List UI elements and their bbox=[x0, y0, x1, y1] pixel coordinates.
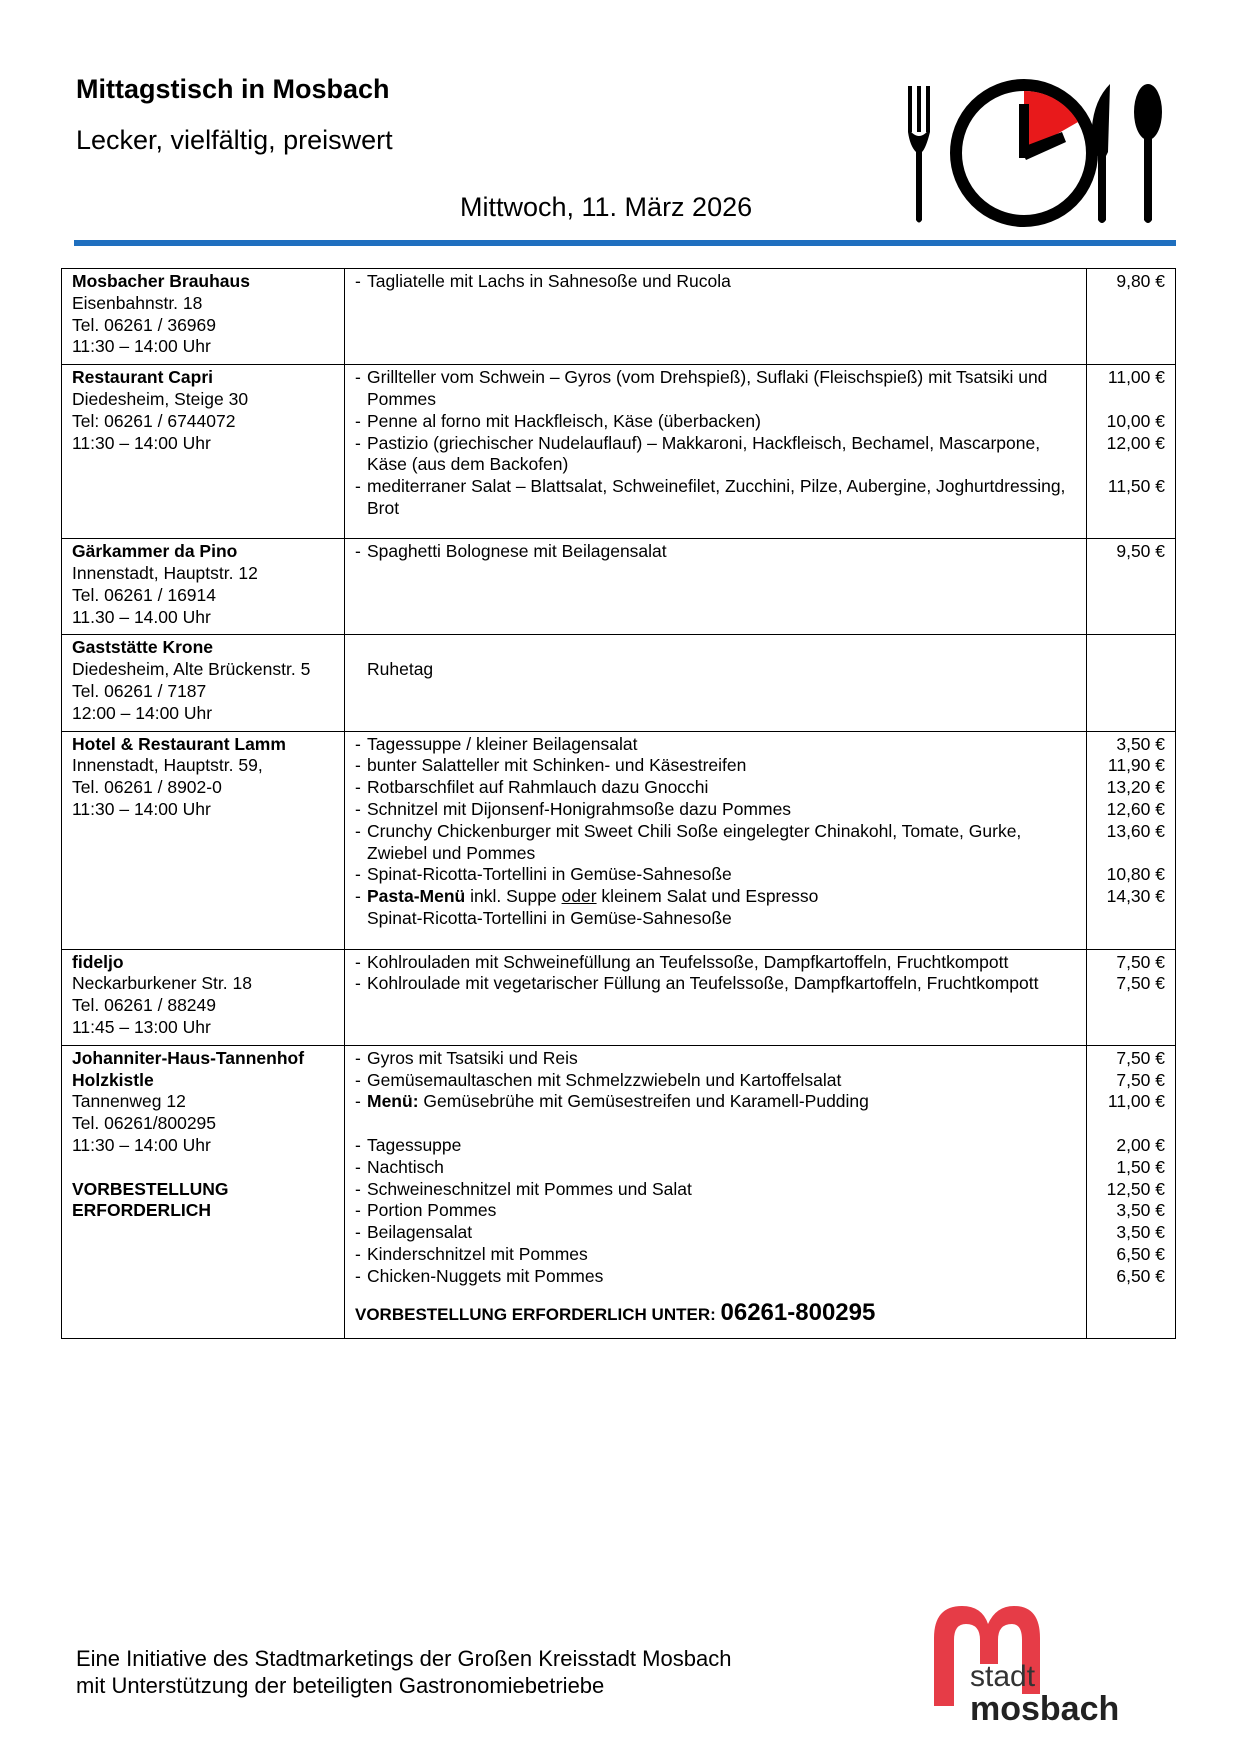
restaurant-hours: 11:30 – 14:00 Uhr bbox=[72, 336, 211, 357]
restaurant-row bbox=[62, 635, 1176, 731]
restaurant-address: Neckarburkener Str. 18 bbox=[72, 973, 252, 994]
dish-price: 11,00 € bbox=[1107, 1091, 1165, 1112]
dish-price: 7,50 € bbox=[1116, 1069, 1165, 1090]
dish-item: - Schweineschnitzel mit Pommes und Salat bbox=[355, 1179, 1076, 1201]
page-title: Mittagstisch in Mosbach bbox=[76, 74, 390, 104]
preorder-line bbox=[355, 1298, 1076, 1326]
dish-item: - Kohlrouladen mit Schweinefüllung an Teufelssoße, Dampfkartoffeln, Fruchtkompott bbox=[355, 952, 1076, 974]
restaurant-hours: 11:45 – 13:00 Uhr bbox=[72, 1016, 211, 1037]
clock-icon bbox=[956, 85, 1092, 221]
spoon-icon bbox=[1134, 84, 1162, 223]
dish-price: 11,50 € bbox=[1107, 476, 1165, 497]
dish-item: - Crunchy Chickenburger mit Sweet Chili Soße eingelegter Chinakohl, Tomate, Gurke, Zwiebel und Pommes bbox=[355, 821, 1076, 865]
dish-item: - Schnitzel mit Dijonsenf-Honigrahmsoße dazu Pommes bbox=[355, 799, 1076, 821]
restaurant-row bbox=[62, 539, 1176, 635]
restaurant-address: Tannenweg 12 bbox=[72, 1091, 186, 1112]
restaurant-hours: 11.30 – 14.00 Uhr bbox=[72, 606, 211, 627]
restaurant-info-cell bbox=[62, 365, 345, 539]
page-subtitle: Lecker, vielfältig, preiswert bbox=[76, 125, 393, 155]
restaurant-name: fideljo bbox=[72, 951, 124, 972]
restaurant-name: Gärkammer da Pino bbox=[72, 541, 238, 562]
pasta-menu-item: - Pasta-Menü inkl. Suppe oder kleinem Salat und Espresso bbox=[355, 886, 1076, 908]
restaurant-hours: 11:30 – 14:00 Uhr bbox=[72, 798, 211, 819]
restaurant-name: Gaststätte Krone bbox=[72, 637, 214, 658]
restaurant-hours: 12:00 – 14:00 Uhr bbox=[72, 702, 213, 723]
dish-price: 7,50 € bbox=[1116, 973, 1165, 994]
preorder-notice-line2: ERFORDERLICH bbox=[72, 1200, 212, 1221]
dishes-cell bbox=[345, 539, 1087, 635]
restaurant-row bbox=[62, 365, 1176, 539]
dish-price: 11,00 € bbox=[1107, 367, 1165, 388]
restaurant-hours: 11:30 – 14:00 Uhr bbox=[72, 432, 211, 453]
prices-cell bbox=[1087, 269, 1176, 365]
prices-cell bbox=[1087, 635, 1176, 731]
dish-item: - Spaghetti Bolognese mit Beilagensalat bbox=[355, 541, 1076, 563]
dish-price: 11,90 € bbox=[1107, 755, 1165, 776]
dish-item: - mediterraner Salat – Blattsalat, Schweinefilet, Zucchini, Pilze, Aubergine, Joghurtdressing, Brot bbox=[355, 476, 1076, 520]
dish-item: - Beilagensalat bbox=[355, 1222, 1076, 1244]
dish-item: - Rotbarschfilet auf Rahmlauch dazu Gnocchi bbox=[355, 777, 1076, 799]
pasta-menu-label: Pasta-Menü bbox=[367, 886, 466, 907]
dishes-cell bbox=[345, 731, 1087, 949]
restaurant-info-cell bbox=[62, 269, 345, 365]
dish-item: - Penne al forno mit Hackfleisch, Käse (überbacken) bbox=[355, 411, 1076, 433]
pasta-menu-detail: Spinat-Ricotta-Tortellini in Gemüse-Sahnesoße bbox=[367, 907, 732, 928]
dish-price: 14,30 € bbox=[1106, 886, 1165, 907]
restaurant-row bbox=[62, 949, 1176, 1045]
restaurant-address: Eisenbahnstr. 18 bbox=[72, 292, 203, 313]
dish-item: - Tagessuppe / kleiner Beilagensalat bbox=[355, 734, 1076, 756]
preorder-phone: 06261-800295 bbox=[720, 1298, 876, 1326]
restaurant-name: Johanniter-Haus-Tannenhof bbox=[72, 1047, 305, 1068]
restaurant-name: Hotel & Restaurant Lamm bbox=[72, 733, 286, 754]
restaurant-info-cell bbox=[62, 635, 345, 731]
lunch-menu-table bbox=[61, 268, 1176, 1339]
restaurant-info-cell bbox=[62, 1045, 345, 1338]
restaurant-row bbox=[62, 731, 1176, 949]
dish-price: 9,80 € bbox=[1116, 271, 1165, 291]
restaurant-name-line2: Holzkistle bbox=[72, 1069, 154, 1090]
dish-price: 3,50 € bbox=[1116, 1200, 1165, 1221]
dish-item: - Nachtisch bbox=[355, 1157, 1076, 1179]
prices-cell bbox=[1087, 949, 1176, 1045]
restaurant-name: Mosbacher Brauhaus bbox=[72, 271, 250, 291]
dish-item: - Pastizio (griechischer Nudelauflauf) – Makkaroni, Hackfleisch, Bechamel, Mascarpone, Käse (aus dem Backofen) bbox=[355, 433, 1076, 477]
dishes-cell bbox=[345, 635, 1087, 731]
restaurant-name: Restaurant Capri bbox=[72, 367, 214, 388]
dish-price: 12,50 € bbox=[1106, 1178, 1165, 1199]
footer-line: Eine Initiative des Stadtmarketings der Großen Kreisstadt Mosbach bbox=[76, 1646, 732, 1671]
prices-cell bbox=[1087, 365, 1176, 539]
restaurant-phone: Tel. 06261 / 7187 bbox=[72, 680, 207, 701]
dish-price: 13,20 € bbox=[1106, 777, 1165, 798]
dish-price: 6,50 € bbox=[1116, 1265, 1165, 1286]
menu-date: Mittwoch, 11. März 2026 bbox=[460, 192, 753, 222]
dish-price: 12,60 € bbox=[1106, 798, 1165, 819]
prices-cell bbox=[1087, 731, 1176, 949]
dish-item: - bunter Salatteller mit Schinken- und Käsestreifen bbox=[355, 755, 1076, 777]
restaurant-info-cell bbox=[62, 539, 345, 635]
menu-item: - Menü: Gemüsebrühe mit Gemüsestreifen und Karamell-Pudding bbox=[355, 1091, 1076, 1113]
prices-cell bbox=[1087, 1045, 1176, 1338]
stadt-mosbach-logo bbox=[920, 1598, 1140, 1738]
dish-price: 10,80 € bbox=[1106, 864, 1165, 885]
dish-item: - Gemüsemaultaschen mit Schmelzzwiebeln und Kartoffelsalat bbox=[355, 1070, 1076, 1092]
dish-item: - Portion Pommes bbox=[355, 1200, 1076, 1222]
dish-price: 1,50 € bbox=[1116, 1156, 1165, 1177]
dishes-cell bbox=[345, 1045, 1087, 1338]
dish-item: - Grillteller vom Schwein – Gyros (vom Drehspieß), Suflaki (Fleischspieß) mit Tsatsiki und Pommes bbox=[355, 367, 1076, 411]
restaurant-phone: Tel. 06261 / 16914 bbox=[72, 584, 217, 605]
preorder-notice: VORBESTELLUNG bbox=[72, 1178, 229, 1199]
restaurant-phone: Tel. 06261 / 36969 bbox=[72, 314, 217, 335]
lunch-clock-logo bbox=[902, 70, 1182, 240]
dish-price: 13,60 € bbox=[1106, 820, 1165, 841]
dish-item: - Kinderschnitzel mit Pommes bbox=[355, 1244, 1076, 1266]
dish-item: - Tagliatelle mit Lachs in Sahnesoße und Rucola bbox=[355, 271, 1076, 293]
restaurant-address: Diedesheim, Steige 30 bbox=[72, 388, 249, 409]
fork-icon bbox=[908, 86, 930, 223]
dish-price: 7,50 € bbox=[1116, 1047, 1165, 1068]
dish-price: 12,00 € bbox=[1106, 432, 1165, 453]
dish-price: 7,50 € bbox=[1116, 951, 1165, 972]
dish-price: 3,50 € bbox=[1116, 1222, 1165, 1243]
dish-item: - Chicken-Nuggets mit Pommes bbox=[355, 1266, 1076, 1288]
footer-text bbox=[76, 1645, 731, 1699]
dish-price: 2,00 € bbox=[1116, 1134, 1165, 1155]
dishes-cell bbox=[345, 269, 1087, 365]
restaurant-info-cell bbox=[62, 731, 345, 949]
dish-item: - Gyros mit Tsatsiki und Reis bbox=[355, 1048, 1076, 1070]
restaurant-hours: 11:30 – 14:00 Uhr bbox=[72, 1134, 211, 1155]
dish-price: 10,00 € bbox=[1106, 410, 1165, 431]
restaurant-info-cell bbox=[62, 949, 345, 1045]
header-divider bbox=[74, 240, 1176, 246]
logo-word-stadt: stadt bbox=[970, 1660, 1036, 1693]
restaurant-phone: Tel. 06261 / 88249 bbox=[72, 995, 217, 1016]
restaurant-phone: Tel. 06261 / 8902-0 bbox=[72, 777, 222, 798]
restaurant-address: Diedesheim, Alte Brückenstr. 5 bbox=[72, 659, 311, 680]
dish-price: 9,50 € bbox=[1116, 541, 1165, 562]
restaurant-row bbox=[62, 269, 1176, 365]
dish-price: 3,50 € bbox=[1116, 733, 1165, 754]
restaurant-phone: Tel. 06261/800295 bbox=[72, 1113, 217, 1134]
prices-cell bbox=[1087, 539, 1176, 635]
menu-label: Menü: bbox=[367, 1091, 419, 1112]
restaurant-row bbox=[62, 1045, 1176, 1338]
logo-word-mosbach: mosbach bbox=[970, 1690, 1120, 1728]
footer-line: mit Unterstützung der beteiligten Gastronomiebetriebe bbox=[76, 1673, 605, 1698]
dish-price: 6,50 € bbox=[1116, 1243, 1165, 1264]
dish-item: - Tagessuppe bbox=[355, 1135, 1076, 1157]
preorder-label: VORBESTELLUNG ERFORDERLICH UNTER: bbox=[355, 1304, 716, 1324]
dishes-cell bbox=[345, 949, 1087, 1045]
dish-item: - Spinat-Ricotta-Tortellini in Gemüse-Sahnesoße bbox=[355, 864, 1076, 886]
restaurant-phone: Tel: 06261 / 6744072 bbox=[72, 410, 236, 431]
dish-item: - Kohlroulade mit vegetarischer Füllung an Teufelssoße, Dampfkartoffeln, Fruchtkompott bbox=[355, 973, 1076, 995]
restaurant-address: Innenstadt, Hauptstr. 12 bbox=[72, 562, 258, 583]
restaurant-address: Innenstadt, Hauptstr. 59, bbox=[72, 755, 263, 776]
dishes-cell bbox=[345, 365, 1087, 539]
closed-note: Ruhetag bbox=[367, 659, 434, 680]
